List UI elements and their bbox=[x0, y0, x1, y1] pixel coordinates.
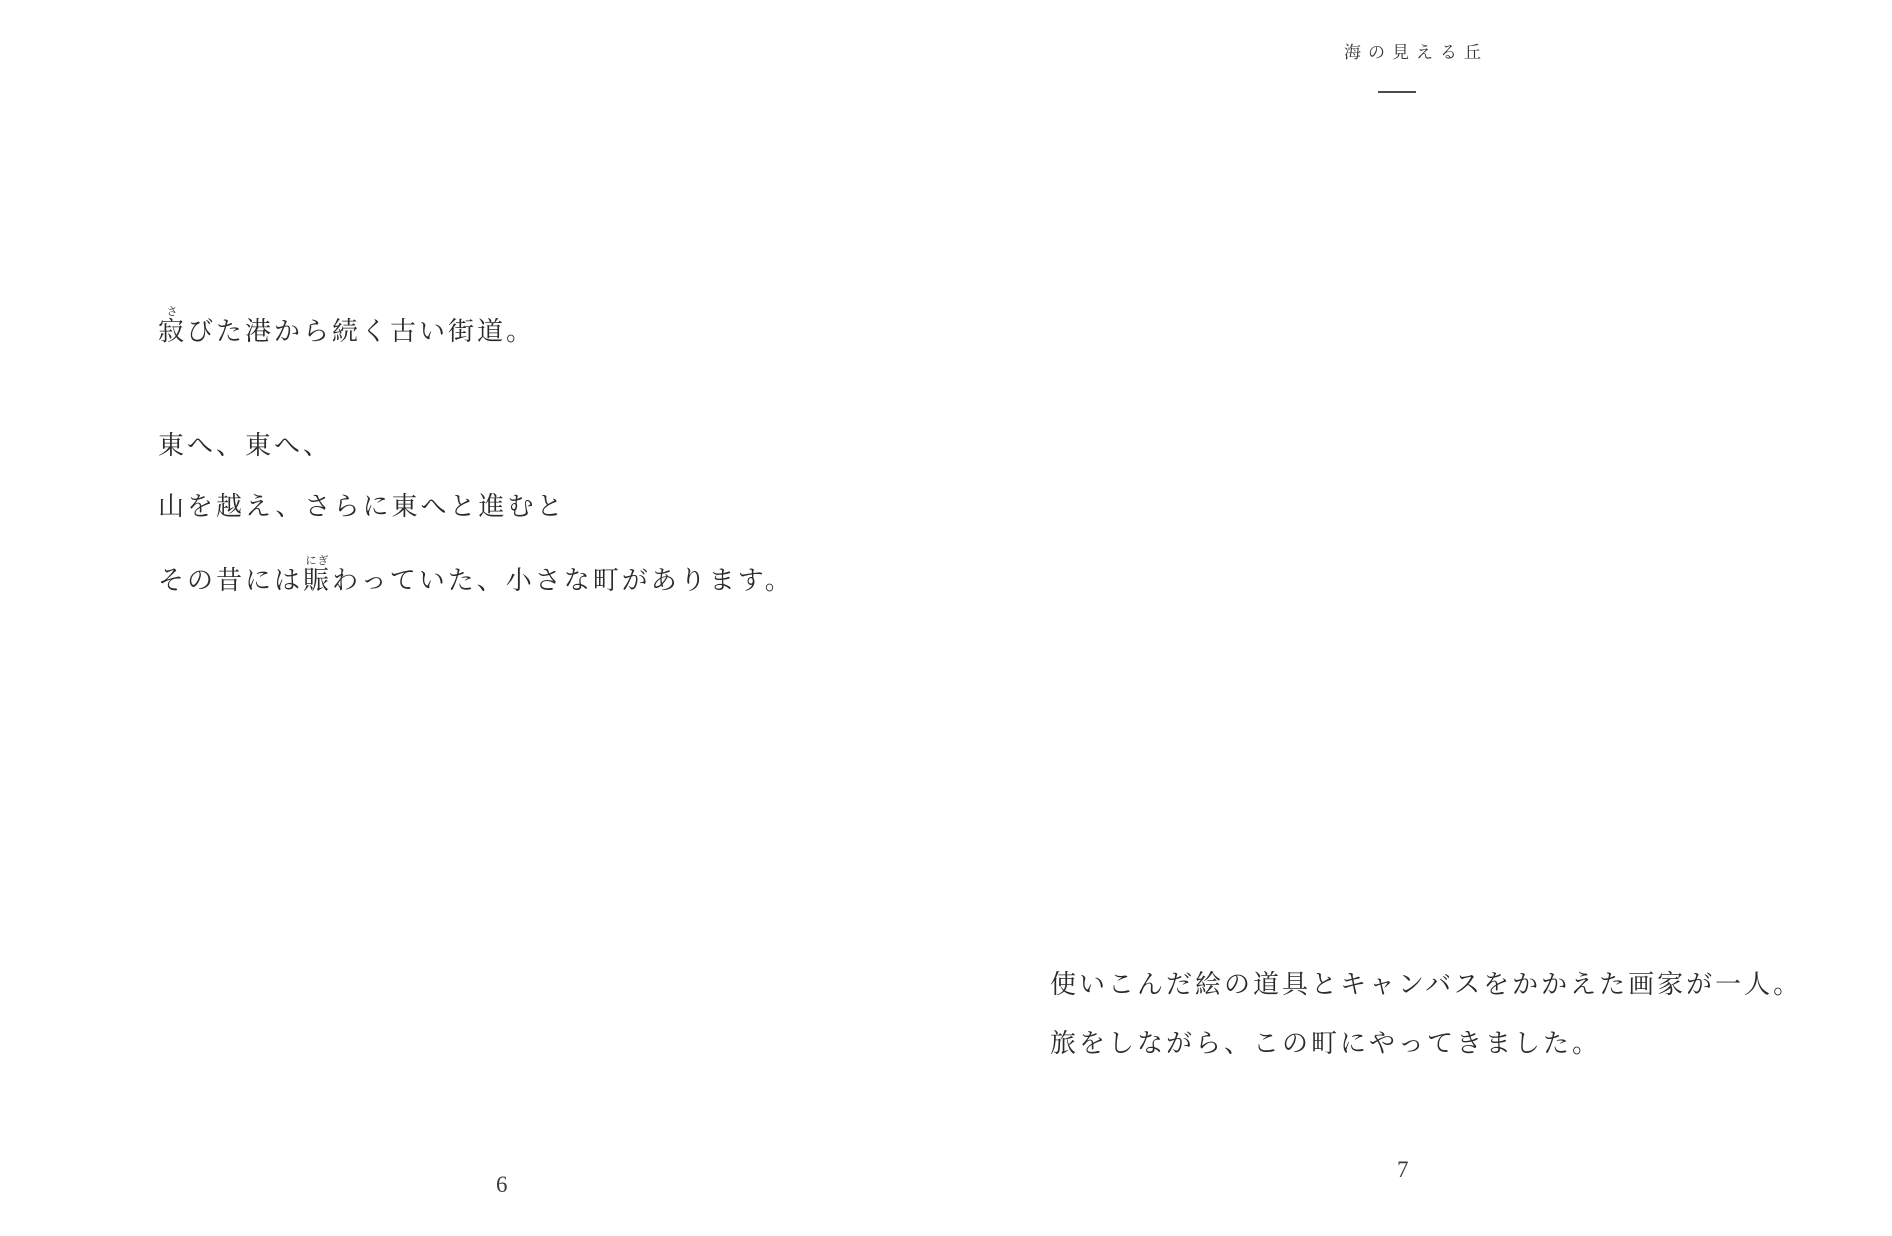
text-line: その昔には賑にぎわっていた、小さな町があります。 bbox=[158, 555, 794, 595]
text-line: 使いこんだ絵の道具とキャンバスをかかえた画家が一人。 bbox=[1050, 970, 1803, 999]
text-line: 旅をしながら、この町にやってきました。 bbox=[1050, 1029, 1602, 1058]
running-header-rule bbox=[1378, 91, 1416, 93]
text-line: 山を越え、さらに東へと進むと bbox=[158, 492, 566, 521]
left-page-number: 6 bbox=[496, 1172, 508, 1197]
running-header-title: 海の見える丘 bbox=[1344, 43, 1488, 62]
text-line: 東へ、東へ、 bbox=[158, 431, 333, 460]
right-page-number: 7 bbox=[1397, 1157, 1409, 1182]
text-line: 寂さびた港から続く古い街道。 bbox=[158, 306, 536, 346]
